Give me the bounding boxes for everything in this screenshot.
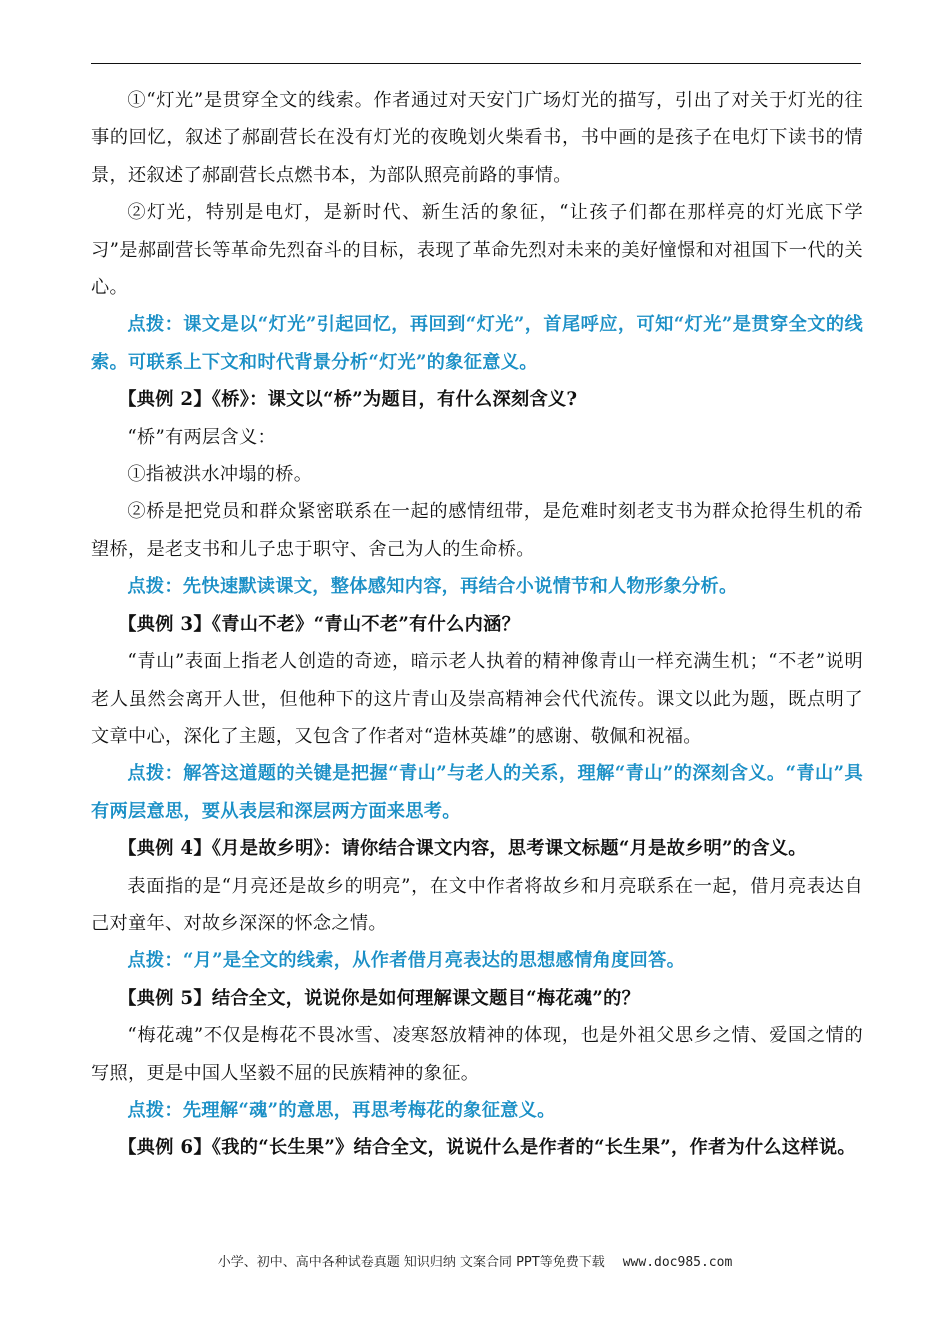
example-heading: 【典例 4】《月是故乡明》：请你结合课文内容，思考课文标题“月是故乡明”的含义。 — [118, 838, 807, 860]
example-heading: 【典例 5】结合全文，说说你是如何理解课文题目“梅花魂”的？ — [118, 987, 641, 1009]
example-heading: 【典例 6】《我的“长生果”》结合全文，说说什么是作者的“长生果”，作者为什么这样说。 — [118, 1137, 856, 1159]
page-footer — [0, 1251, 950, 1270]
footer-text: 小学、初中、高中各种试卷真题 知识归纳 文案合同 PPT等免费下载 — [217, 1255, 605, 1270]
footer-url[interactable]: www.doc985.com — [622, 1255, 733, 1270]
answer-paragraph: ①指被洪水冲塌的桥。 — [127, 464, 313, 486]
answer-paragraph: “桥”有两层含义： — [127, 426, 276, 448]
hint-paragraph: 点拨：先快速默读课文，整体感知内容，再结合小说情节和人物形象分析。 — [127, 576, 738, 598]
document-body — [91, 82, 863, 1167]
answer-paragraph: ②灯光，特别是电灯，是新时代、新生活的象征，“让孩子们都在那样亮的灯光底下学习”是郝副营长等革命先烈奋斗的目标，表现了革命先烈对未来的美好憧憬和对祖国下一代的关心。 — [91, 202, 863, 299]
example-heading: 【典例 2】《桥》：课文以“桥”为题目，有什么深刻含义? — [118, 389, 578, 411]
hint-paragraph: 点拨：“月”是全文的线索，从作者借月亮表达的思想感情角度回答。 — [127, 950, 686, 972]
hint-paragraph: 点拨：先理解“魂”的意思，再思考梅花的象征意义。 — [127, 1099, 556, 1121]
header-rule — [91, 63, 861, 64]
answer-paragraph: ①“灯光”是贯穿全文的线索。作者通过对天安门广场灯光的描写，引出了对关于灯光的往事的回忆，叙述了郝副营长在没有灯光的夜晚划火柴看书，书中画的是孩子在电灯下读书的情景，还叙述了郝副营长点燃书本，为部队照亮前路的事情。 — [91, 90, 863, 186]
answer-paragraph: ②桥是把党员和群众紧密联系在一起的感情纽带，是危难时刻老支书为群众抢得生机的希望桥，是老支书和儿子忠于职守、舍己为人的生命桥。 — [91, 501, 863, 560]
hint-paragraph: 点拨：解答这道题的关键是把握“青山”与老人的关系，理解“青山”的深刻含义。“青山”具有两层意思，要从表层和深层两方面来思考。 — [91, 763, 863, 822]
hint-paragraph: 点拨：课文是以“灯光”引起回忆，再回到“灯光”，首尾呼应，可知“灯光”是贯穿全文的线索。可联系上下文和时代背景分析“灯光”的象征意义。 — [91, 314, 863, 373]
example-heading: 【典例 3】《青山不老》“青山不老”有什么内涵？ — [118, 613, 521, 635]
answer-paragraph: “梅花魂”不仅是梅花不畏冰雪、凌寒怒放精神的体现，也是外祖父思乡之情、爱国之情的写照，更是中国人坚毅不屈的民族精神的象征。 — [91, 1025, 863, 1084]
answer-paragraph: “青山”表面上指老人创造的奇迹，暗示老人执着的精神像青山一样充满生机；“不老”说明老人虽然会离开人世，但他种下的这片青山及崇高精神会代代流传。课文以此为题，既点明了文章中心，深化了主题，又包含了作者对“造林英雄”的感谢、敬佩和祝福。 — [91, 651, 863, 747]
answer-paragraph: 表面指的是“月亮还是故乡的明亮”，在文中作者将故乡和月亮联系在一起，借月亮表达自己对童年、对故乡深深的怀念之情。 — [91, 875, 863, 934]
